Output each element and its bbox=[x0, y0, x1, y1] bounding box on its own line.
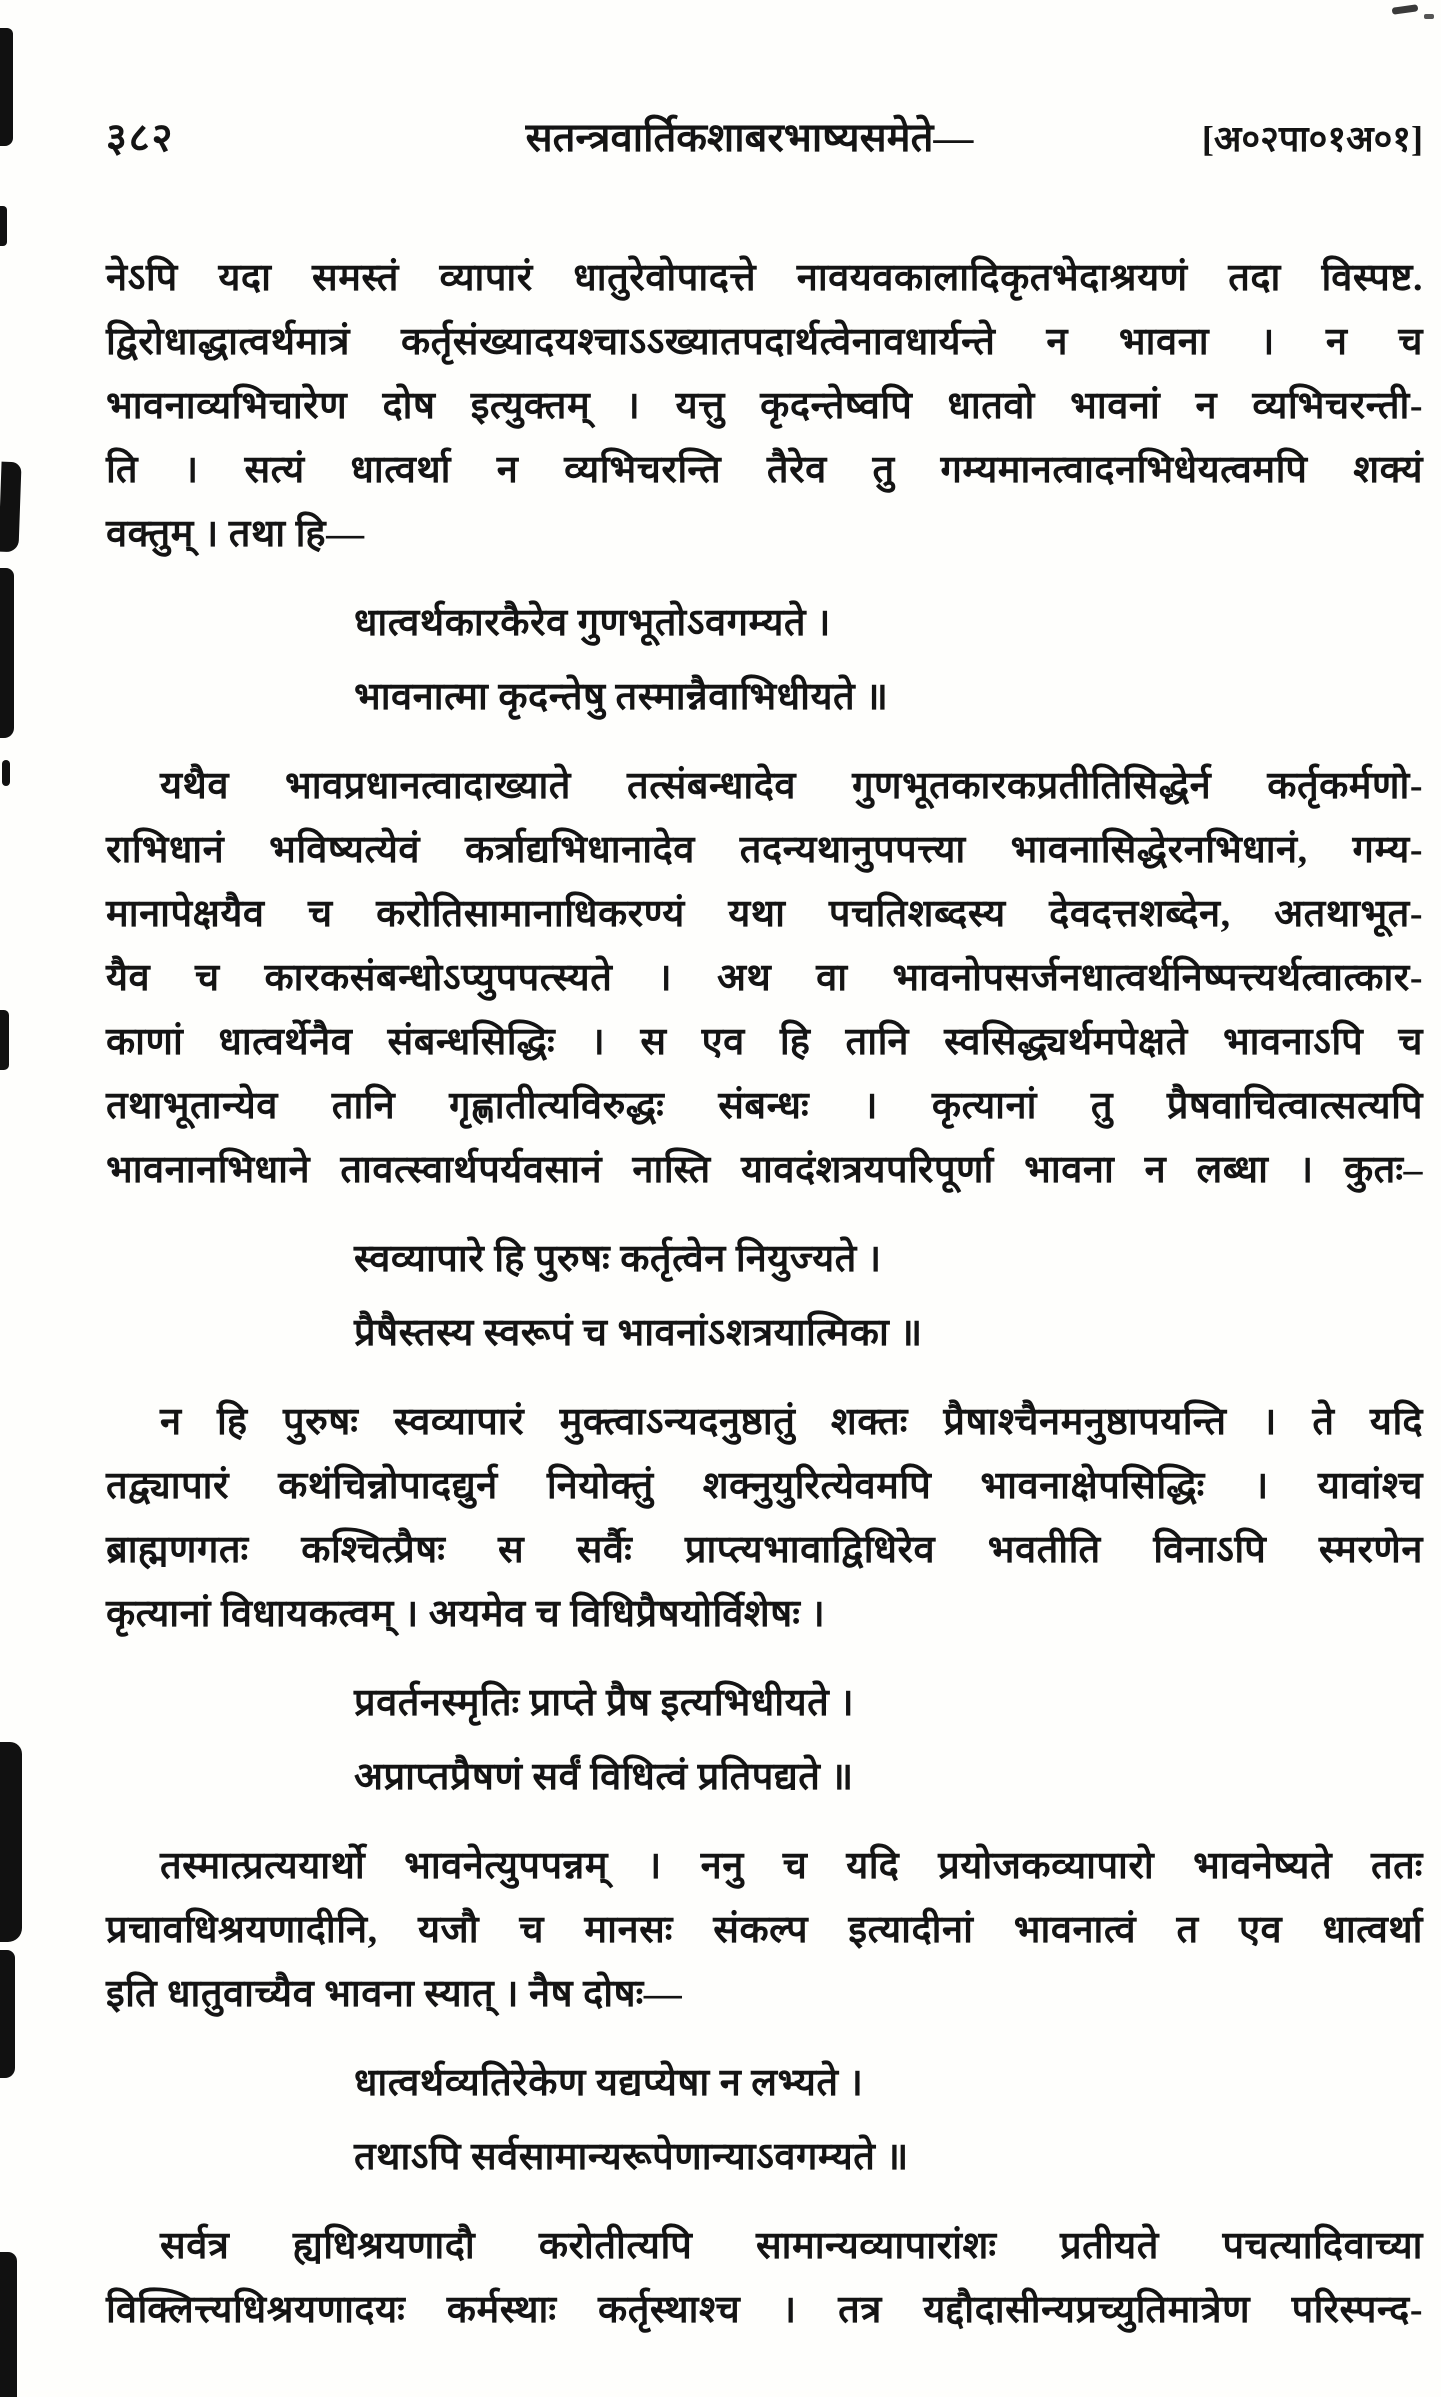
scan-artifact bbox=[0, 568, 14, 738]
text-line: भावनानभिधाने तावत्स्वार्थपर्यवसानं नास्ति यावदंशत्रयपरिपूर्णा भावना न लब्धा । कुतः– bbox=[106, 1149, 1423, 1191]
scan-artifact bbox=[0, 1742, 22, 1942]
paragraph bbox=[106, 246, 1423, 566]
text-line: तद्व्यापारं कथंचिन्नोपादद्युर्न नियोक्तुं शक्नुयुरित्येवमपि भावनाक्षेपसिद्धिः । यावांश्च bbox=[106, 1465, 1423, 1507]
text-line: द्विरोधाद्धात्वर्थमात्रं कर्तृसंख्यादयश्चाऽऽख्यातपदार्थत्वेनावधार्यन्ते न भावना । न च bbox=[106, 321, 1423, 363]
text-line: भावनाव्यभिचारेण दोष इत्युक्तम् । यत्तु कृदन्तेष्वपि धातवो भावनां न व्यभिचरन्ती- bbox=[106, 385, 1423, 427]
text-line: सर्वत्र ह्यधिश्रयणादौ करोतीत्यपि सामान्यव्यापारांशः प्रतीयते पचत्यादिवाच्या bbox=[160, 2225, 1423, 2267]
text-line: प्रचावधिश्रयणादीनि, यजौ च मानसः संकल्प इत्यादीनां भावनात्वं त एव धात्वर्था bbox=[106, 1909, 1423, 1951]
page-title: सतन्त्रवार्तिकशाबरभाष्यसमेते— bbox=[525, 115, 974, 160]
scan-artifact bbox=[1424, 14, 1434, 19]
scan-artifact bbox=[0, 28, 13, 146]
scan-artifact bbox=[0, 1950, 15, 2078]
text-line: ब्राह्मणगतः कश्चित्प्रैषः स सर्वैः प्राप्त्यभावाद्विधिरेव भवतीति विनाऽपि स्मरणेन bbox=[106, 1529, 1423, 1571]
paragraph bbox=[106, 1390, 1423, 1646]
text-line: तथाभूतान्येव तानि गृह्णातीत्यविरुद्धः संबन्धः । कृत्यानां तु प्रैषवाचित्वात्सत्यपि bbox=[106, 1085, 1423, 1127]
text-line: काणां धात्वर्थेनैव संबन्धसिद्धिः । स एव हि तानि स्वसिद्ध्यर्थमपेक्षते भावनाऽपि च bbox=[106, 1021, 1423, 1063]
running-header bbox=[106, 108, 1423, 170]
text-line: तस्मात्प्रत्ययार्थो भावनेत्युपपन्नम् । ननु च यदि प्रयोजकव्यापारो भावनेष्यते ततः bbox=[160, 1845, 1423, 1887]
verse bbox=[106, 2046, 1423, 2194]
page-number: ३८२ bbox=[106, 115, 175, 160]
text-line: वक्तुम् । तथा हि— bbox=[106, 513, 365, 555]
scan-artifact bbox=[0, 1010, 9, 1070]
scan-artifact bbox=[0, 2252, 17, 2397]
scan-artifact bbox=[2, 760, 10, 786]
text-line: यथैव भावप्रधानत्वादाख्याते तत्संबन्धादेव गुणभूतकारकप्रतीतिसिद्धेर्न कर्तृकर्मणो- bbox=[160, 765, 1423, 807]
verse-line: स्वव्यापारे हि पुरुषः कर्तृत्वेन नियुज्यते । bbox=[354, 1238, 882, 1280]
text-line: राभिधानं भविष्यत्येवं कर्त्राद्यभिधानादेव तदन्यथानुपपत्त्या भावनासिद्धेरनभिधानं, गम्य- bbox=[106, 829, 1423, 871]
text-line: कृत्यानां विधायकत्वम् । अयमेव च विधिप्रैषयोर्विशेषः । bbox=[106, 1593, 826, 1635]
paragraph bbox=[106, 754, 1423, 1202]
text-line: मानापेक्षयैव च करोतिसामानाधिकरण्यं यथा पचतिशब्दस्य देवदत्तशब्देन, अतथाभूत- bbox=[106, 893, 1423, 935]
scan-artifact bbox=[0, 206, 7, 246]
text-line: इति धातुवाच्यैव भावना स्यात् । नैष दोषः— bbox=[106, 1973, 683, 2015]
text-line: नेऽपि यदा समस्तं व्यापारं धातुरेवोपादत्ते नावयवकालादिकृतभेदाश्रयणं तदा विस्पष्ट. bbox=[106, 257, 1423, 299]
verse-line: अप्राप्तप्रैषणं सर्वं विधित्वं प्रतिपद्यते ॥ bbox=[354, 1756, 854, 1798]
text-line: यैव च कारकसंबन्धोऽप्युपपत्स्यते । अथ वा भावनोपसर्जनधात्वर्थनिष्पत्त्यर्थत्वात्कार- bbox=[106, 957, 1423, 999]
verse-line: धात्वर्थकारकैरेव गुणभूतोऽवगम्यते । bbox=[354, 602, 831, 644]
verse-line: प्रैषैस्तस्य स्वरूपं च भावनांऽशत्रयात्मिका ॥ bbox=[354, 1312, 923, 1354]
verse-line: प्रवर्तनस्मृतिः प्राप्ते प्रैष इत्यभिधीयते । bbox=[354, 1682, 855, 1724]
verse bbox=[106, 1666, 1423, 1814]
verse-line: तथाऽपि सर्वसामान्यरूपेणान्याऽवगम्यते ॥ bbox=[354, 2136, 909, 2178]
text-line: ति । सत्यं धात्वर्था न व्यभिचरन्ति तैरेव तु गम्यमानत्वादनभिधेयत्वमपि शक्यं bbox=[106, 449, 1423, 491]
paragraph bbox=[106, 2214, 1423, 2342]
text-line: विक्लित्त्यधिश्रयणादयः कर्मस्थाः कर्तृस्थाश्च । तत्र यद्दौदासीन्यप्रच्युतिमात्रेण परिस्पन्द- bbox=[106, 2289, 1423, 2331]
verse bbox=[106, 1222, 1423, 1370]
text-line: न हि पुरुषः स्वव्यापारं मुक्त्वाऽन्यदनुष्ठातुं शक्तः प्रैषाश्चैनमनुष्ठापयन्ति । ते यदि bbox=[160, 1401, 1423, 1443]
chapter-reference: [अ०२पा०१अ०१] bbox=[1201, 119, 1423, 159]
verse-line: धात्वर्थव्यतिरेकेण यद्यप्येषा न लभ्यते । bbox=[354, 2062, 864, 2104]
scan-artifact bbox=[0, 462, 22, 553]
verse-line: भावनात्मा कृदन्तेषु तस्मान्नैवाभिधीयते ॥ bbox=[354, 676, 889, 718]
paragraph bbox=[106, 1834, 1423, 2026]
verse bbox=[106, 586, 1423, 734]
